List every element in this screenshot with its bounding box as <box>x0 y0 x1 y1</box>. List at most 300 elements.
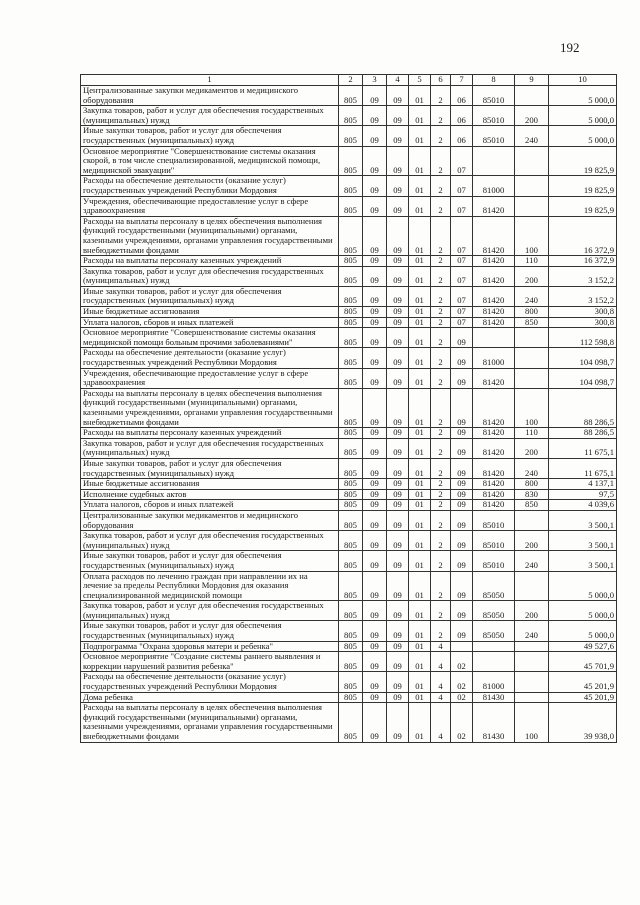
row-amount: 45 201,9 <box>549 692 617 703</box>
column-header: 6 <box>431 75 451 86</box>
row-code: 01 <box>409 428 431 439</box>
row-code: 01 <box>409 672 431 692</box>
row-code: 01 <box>409 510 431 530</box>
row-code: 09 <box>363 601 387 621</box>
table-row <box>81 571 617 601</box>
row-code: 07 <box>451 317 473 328</box>
row-code: 01 <box>409 328 431 348</box>
row-code: 07 <box>451 307 473 318</box>
row-code: 81420 <box>473 458 515 478</box>
row-code: 02 <box>451 692 473 703</box>
row-amount: 4 039,6 <box>549 500 617 511</box>
row-code: 09 <box>363 621 387 641</box>
row-code: 09 <box>363 489 387 500</box>
row-code: 09 <box>451 388 473 427</box>
row-code: 2 <box>431 500 451 511</box>
row-name: Централизованные закупки медикаментов и медицинского оборудования <box>81 86 339 106</box>
row-code: 4 <box>431 692 451 703</box>
row-code: 07 <box>451 216 473 255</box>
row-code: 01 <box>409 256 431 267</box>
row-code: 805 <box>339 307 363 318</box>
table-row <box>81 479 617 490</box>
row-code: 2 <box>431 510 451 530</box>
row-code: 01 <box>409 307 431 318</box>
row-code: 200 <box>515 438 549 458</box>
row-code <box>473 641 515 652</box>
row-code: 09 <box>363 479 387 490</box>
table-row <box>81 428 617 439</box>
row-amount: 4 137,1 <box>549 479 617 490</box>
row-code: 805 <box>339 571 363 601</box>
row-code: 09 <box>387 328 409 348</box>
row-code: 01 <box>409 196 431 216</box>
row-code: 09 <box>363 641 387 652</box>
row-name: Расходы на выплаты персоналу в целях обеспечения выполнения функций государственными (муниципальными) органами, казенными учреждениями, органами управления государственными внебюджетными фондами <box>81 388 339 427</box>
row-code: 81420 <box>473 428 515 439</box>
row-code: 01 <box>409 571 431 601</box>
row-code: 85010 <box>473 106 515 126</box>
row-code: 2 <box>431 551 451 571</box>
row-amount: 88 286,5 <box>549 388 617 427</box>
row-name: Расходы на выплаты персоналу в целях обеспечения выполнения функций государственными (муниципальными) органами, казенными учреждениями, органами управления государственными внебюджетными фондами <box>81 703 339 742</box>
row-code: 07 <box>451 196 473 216</box>
row-code: 800 <box>515 479 549 490</box>
row-code: 830 <box>515 489 549 500</box>
row-code: 2 <box>431 146 451 176</box>
row-name: Уплата налогов, сборов и иных платежей <box>81 317 339 328</box>
row-code: 09 <box>363 500 387 511</box>
column-header: 5 <box>409 75 431 86</box>
row-code: 09 <box>387 176 409 196</box>
row-code: 805 <box>339 692 363 703</box>
row-code: 09 <box>451 479 473 490</box>
row-name: Закупка товаров, работ и услуг для обеспечения государственных (муниципальных) нужд <box>81 438 339 458</box>
row-code: 01 <box>409 641 431 652</box>
column-header: 7 <box>451 75 473 86</box>
row-amount: 3 500,1 <box>549 531 617 551</box>
row-code: 2 <box>431 176 451 196</box>
row-code: 2 <box>431 348 451 368</box>
row-code: 2 <box>431 256 451 267</box>
row-code: 85010 <box>473 510 515 530</box>
row-code: 01 <box>409 388 431 427</box>
row-name: Расходы на выплаты персоналу казенных учреждений <box>81 256 339 267</box>
row-amount: 5 000,0 <box>549 621 617 641</box>
row-amount: 5 000,0 <box>549 571 617 601</box>
row-code: 805 <box>339 652 363 672</box>
row-code: 09 <box>451 458 473 478</box>
row-code: 09 <box>387 641 409 652</box>
row-code: 200 <box>515 531 549 551</box>
row-code: 2 <box>431 266 451 286</box>
row-code: 81420 <box>473 307 515 318</box>
row-amount: 3 500,1 <box>549 510 617 530</box>
row-code: 09 <box>387 106 409 126</box>
row-code: 805 <box>339 348 363 368</box>
row-code: 01 <box>409 106 431 126</box>
row-code <box>515 146 549 176</box>
row-code: 09 <box>363 531 387 551</box>
table-row <box>81 510 617 530</box>
row-name: Централизованные закупки медикаментов и медицинского оборудования <box>81 510 339 530</box>
row-code: 805 <box>339 500 363 511</box>
row-amount: 104 098,7 <box>549 348 617 368</box>
row-code: 81420 <box>473 216 515 255</box>
row-code: 805 <box>339 286 363 306</box>
row-code: 805 <box>339 510 363 530</box>
row-code: 805 <box>339 428 363 439</box>
column-header: 3 <box>363 75 387 86</box>
row-code: 81420 <box>473 500 515 511</box>
row-code: 09 <box>363 703 387 742</box>
row-amount: 104 098,7 <box>549 368 617 388</box>
row-amount: 16 372,9 <box>549 256 617 267</box>
row-code: 09 <box>451 428 473 439</box>
row-code: 240 <box>515 551 549 571</box>
row-code <box>515 692 549 703</box>
row-name: Расходы на выплаты персоналу в целях обеспечения выполнения функций государственными (муниципальными) органами, казенными учреждениями, органами управления государственными внебюджетными фондами <box>81 216 339 255</box>
row-code: 01 <box>409 146 431 176</box>
row-code: 02 <box>451 672 473 692</box>
row-code: 09 <box>387 652 409 672</box>
row-code: 01 <box>409 317 431 328</box>
row-code: 02 <box>451 703 473 742</box>
row-code: 81420 <box>473 438 515 458</box>
row-code: 81420 <box>473 368 515 388</box>
row-code: 85050 <box>473 571 515 601</box>
row-name: Иные закупки товаров, работ и услуг для обеспечения государственных (муниципальных) нужд <box>81 458 339 478</box>
row-name: Иные закупки товаров, работ и услуг для обеспечения государственных (муниципальных) нужд <box>81 126 339 146</box>
row-name: Иные бюджетные ассигнования <box>81 307 339 318</box>
row-amount: 112 598,8 <box>549 328 617 348</box>
row-code <box>451 641 473 652</box>
row-code: 09 <box>387 126 409 146</box>
row-code <box>515 86 549 106</box>
row-amount: 45 701,9 <box>549 652 617 672</box>
table-row <box>81 621 617 641</box>
row-code: 09 <box>387 196 409 216</box>
row-name: Оплата расходов по лечению граждан при направлении их на лечение за пределы Республики Мордовия для оказания специализированной медицинской помощи <box>81 571 339 601</box>
row-code: 805 <box>339 641 363 652</box>
row-code: 01 <box>409 86 431 106</box>
row-name: Дома ребенка <box>81 692 339 703</box>
row-code: 240 <box>515 458 549 478</box>
row-code: 09 <box>387 571 409 601</box>
row-code: 09 <box>387 317 409 328</box>
row-code: 805 <box>339 256 363 267</box>
row-code: 2 <box>431 458 451 478</box>
row-amount: 49 527,6 <box>549 641 617 652</box>
row-code: 09 <box>363 106 387 126</box>
table-row <box>81 388 617 427</box>
row-code: 01 <box>409 266 431 286</box>
row-code: 805 <box>339 531 363 551</box>
table-row <box>81 601 617 621</box>
table-row <box>81 126 617 146</box>
row-code: 805 <box>339 328 363 348</box>
row-code: 85010 <box>473 551 515 571</box>
row-code: 81000 <box>473 348 515 368</box>
row-code: 09 <box>451 621 473 641</box>
row-code: 850 <box>515 500 549 511</box>
row-code: 01 <box>409 703 431 742</box>
row-code <box>473 146 515 176</box>
row-name: Закупка товаров, работ и услуг для обеспечения государственных (муниципальных) нужд <box>81 531 339 551</box>
row-code: 09 <box>451 328 473 348</box>
row-code: 09 <box>387 621 409 641</box>
row-code: 805 <box>339 317 363 328</box>
row-amount: 300,8 <box>549 317 617 328</box>
row-amount: 5 000,0 <box>549 106 617 126</box>
table-row <box>81 317 617 328</box>
row-code: 2 <box>431 86 451 106</box>
row-amount: 5 000,0 <box>549 86 617 106</box>
row-code <box>515 641 549 652</box>
row-amount: 300,8 <box>549 307 617 318</box>
row-code: 4 <box>431 703 451 742</box>
row-code <box>515 571 549 601</box>
row-code: 2 <box>431 489 451 500</box>
row-code: 2 <box>431 428 451 439</box>
row-amount: 88 286,5 <box>549 428 617 439</box>
row-code: 09 <box>363 176 387 196</box>
row-code: 805 <box>339 458 363 478</box>
row-code: 07 <box>451 266 473 286</box>
row-code: 09 <box>363 571 387 601</box>
row-code: 81000 <box>473 672 515 692</box>
row-name: Основное мероприятие "Совершенствование системы оказания скорой, в том числе специализированной, медицинской помощи, медицинской эвакуации" <box>81 146 339 176</box>
row-amount: 11 675,1 <box>549 458 617 478</box>
row-code: 09 <box>363 510 387 530</box>
row-code: 4 <box>431 652 451 672</box>
table-row <box>81 672 617 692</box>
row-code: 09 <box>387 531 409 551</box>
table-row <box>81 458 617 478</box>
row-code: 805 <box>339 703 363 742</box>
row-code: 01 <box>409 531 431 551</box>
row-code: 09 <box>451 438 473 458</box>
row-amount: 19 825,9 <box>549 196 617 216</box>
row-code: 09 <box>387 368 409 388</box>
row-code: 06 <box>451 106 473 126</box>
row-name: Расходы на обеспечение деятельности (оказание услуг) государственных учреждений Республики Мордовия <box>81 348 339 368</box>
row-code: 02 <box>451 652 473 672</box>
table-row <box>81 531 617 551</box>
row-name: Расходы на обеспечение деятельности (оказание услуг) государственных учреждений Республики Мордовия <box>81 672 339 692</box>
row-code: 01 <box>409 368 431 388</box>
row-amount: 3 500,1 <box>549 551 617 571</box>
row-code: 09 <box>451 348 473 368</box>
row-code: 09 <box>363 438 387 458</box>
row-code: 01 <box>409 458 431 478</box>
row-code: 85050 <box>473 601 515 621</box>
row-code: 81420 <box>473 317 515 328</box>
row-code: 01 <box>409 652 431 672</box>
row-code <box>515 672 549 692</box>
row-code: 4 <box>431 641 451 652</box>
row-code: 01 <box>409 348 431 368</box>
row-code: 805 <box>339 438 363 458</box>
row-code: 01 <box>409 500 431 511</box>
table-row <box>81 703 617 742</box>
table-row <box>81 652 617 672</box>
table-row <box>81 176 617 196</box>
table-row <box>81 692 617 703</box>
row-code: 09 <box>363 368 387 388</box>
row-code: 09 <box>363 388 387 427</box>
row-code: 01 <box>409 479 431 490</box>
row-code: 09 <box>363 551 387 571</box>
row-name: Расходы на выплаты персоналу казенных учреждений <box>81 428 339 439</box>
row-code: 2 <box>431 368 451 388</box>
row-name: Основное мероприятие "Создание системы раннего выявления и коррекции нарушений развития ребенка" <box>81 652 339 672</box>
table-row <box>81 256 617 267</box>
row-code: 2 <box>431 216 451 255</box>
row-code <box>515 348 549 368</box>
row-amount: 3 152,2 <box>549 286 617 306</box>
row-code: 4 <box>431 672 451 692</box>
row-amount: 19 825,9 <box>549 146 617 176</box>
table-row <box>81 551 617 571</box>
row-code: 805 <box>339 672 363 692</box>
row-code: 81420 <box>473 479 515 490</box>
row-code <box>515 328 549 348</box>
row-code: 01 <box>409 438 431 458</box>
row-code: 09 <box>387 458 409 478</box>
row-code: 2 <box>431 621 451 641</box>
row-amount: 19 825,9 <box>549 176 617 196</box>
row-code: 2 <box>431 601 451 621</box>
row-code: 09 <box>363 86 387 106</box>
column-header: 1 <box>81 75 339 86</box>
row-amount: 5 000,0 <box>549 126 617 146</box>
row-code: 09 <box>363 317 387 328</box>
budget-table <box>80 74 617 743</box>
row-code: 09 <box>363 458 387 478</box>
row-code: 09 <box>387 692 409 703</box>
row-code: 09 <box>363 652 387 672</box>
row-code <box>515 368 549 388</box>
row-code: 805 <box>339 388 363 427</box>
row-code: 09 <box>363 256 387 267</box>
row-code: 200 <box>515 601 549 621</box>
row-name: Иные закупки товаров, работ и услуг для обеспечения государственных (муниципальных) нужд <box>81 551 339 571</box>
row-amount: 16 372,9 <box>549 216 617 255</box>
table-row <box>81 500 617 511</box>
column-header: 8 <box>473 75 515 86</box>
row-code: 81420 <box>473 266 515 286</box>
row-name: Учреждения, обеспечивающие предоставление услуг в сфере здравоохранения <box>81 196 339 216</box>
row-code <box>473 328 515 348</box>
row-code: 850 <box>515 317 549 328</box>
row-code: 81420 <box>473 286 515 306</box>
column-header: 4 <box>387 75 409 86</box>
row-code: 81430 <box>473 703 515 742</box>
row-code: 2 <box>431 388 451 427</box>
row-code: 01 <box>409 176 431 196</box>
row-code: 81420 <box>473 256 515 267</box>
column-header: 10 <box>549 75 617 86</box>
row-code: 09 <box>387 703 409 742</box>
row-code: 805 <box>339 479 363 490</box>
row-code: 01 <box>409 286 431 306</box>
row-code: 81000 <box>473 176 515 196</box>
table-row <box>81 286 617 306</box>
row-code: 09 <box>363 692 387 703</box>
row-code: 240 <box>515 286 549 306</box>
row-code: 09 <box>363 328 387 348</box>
row-code: 01 <box>409 621 431 641</box>
row-name: Иные закупки товаров, работ и услуг для обеспечения государственных (муниципальных) нужд <box>81 621 339 641</box>
table-row <box>81 368 617 388</box>
row-code: 110 <box>515 256 549 267</box>
row-code: 81420 <box>473 489 515 500</box>
row-code: 01 <box>409 692 431 703</box>
row-code: 01 <box>409 489 431 500</box>
row-code: 06 <box>451 86 473 106</box>
row-code: 85010 <box>473 86 515 106</box>
row-code <box>515 176 549 196</box>
column-header: 9 <box>515 75 549 86</box>
row-code: 2 <box>431 286 451 306</box>
row-code: 01 <box>409 601 431 621</box>
row-name: Закупка товаров, работ и услуг для обеспечения государственных (муниципальных) нужд <box>81 266 339 286</box>
row-code: 01 <box>409 216 431 255</box>
row-code: 09 <box>387 256 409 267</box>
row-code: 100 <box>515 216 549 255</box>
row-name: Иные закупки товаров, работ и услуг для обеспечения государственных (муниципальных) нужд <box>81 286 339 306</box>
row-code: 2 <box>431 571 451 601</box>
row-name: Расходы на обеспечение деятельности (оказание услуг) государственных учреждений Республики Мордовия <box>81 176 339 196</box>
row-name: Закупка товаров, работ и услуг для обеспечения государственных (муниципальных) нужд <box>81 106 339 126</box>
row-code: 09 <box>363 216 387 255</box>
row-code: 01 <box>409 126 431 146</box>
row-code: 800 <box>515 307 549 318</box>
row-code: 85010 <box>473 531 515 551</box>
table-row <box>81 146 617 176</box>
table-row <box>81 641 617 652</box>
row-code: 2 <box>431 126 451 146</box>
row-code: 07 <box>451 176 473 196</box>
row-code: 240 <box>515 621 549 641</box>
table-row <box>81 438 617 458</box>
row-code: 805 <box>339 601 363 621</box>
row-code: 09 <box>387 216 409 255</box>
table-row <box>81 106 617 126</box>
row-code: 805 <box>339 489 363 500</box>
row-code: 09 <box>451 531 473 551</box>
row-code: 81420 <box>473 196 515 216</box>
row-code: 09 <box>451 601 473 621</box>
table-row <box>81 328 617 348</box>
row-code: 805 <box>339 126 363 146</box>
row-code: 805 <box>339 266 363 286</box>
row-code: 09 <box>451 510 473 530</box>
row-code: 09 <box>363 348 387 368</box>
row-code: 09 <box>387 500 409 511</box>
row-code: 09 <box>363 126 387 146</box>
row-code: 2 <box>431 438 451 458</box>
table-row <box>81 216 617 255</box>
row-code: 805 <box>339 176 363 196</box>
row-code: 2 <box>431 531 451 551</box>
row-code: 805 <box>339 551 363 571</box>
row-code: 805 <box>339 621 363 641</box>
row-code <box>515 510 549 530</box>
row-code: 09 <box>363 196 387 216</box>
row-name: Подпрограмма "Охрана здоровья матери и ребенка" <box>81 641 339 652</box>
row-name: Уплата налогов, сборов и иных платежей <box>81 500 339 511</box>
